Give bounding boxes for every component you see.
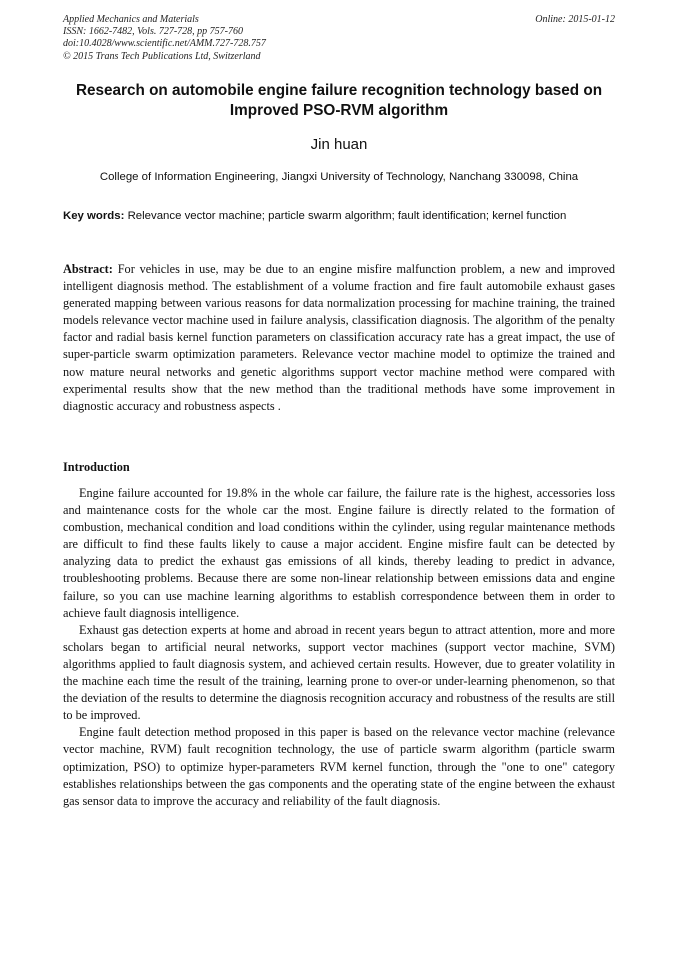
intro-paragraph: Engine failure accounted for 19.8% in the whole car failure, the failure rate is the highest, accessories loss and maintenance costs for the whole car the most. Engine failure is directly related to the formation of combustion, mechanical condition and load conditions within the cylinder, using regular maintenance methods are difficult to find these faults likely to cause a major accident. Engine misfire fault can be detected by analyzing data to predict the exhaust gas emissions of all kinds, thereby leading to predict in advance, troubleshooting problems. Because there are some non-linear relationship between emissions data and engine failure, so you can use machine learning algorithms to establish correspondence between them in order to achieve fault diagnosis intelligence. <box>63 486 615 620</box>
intro-paragraph: Exhaust gas detection experts at home and abroad in recent years begun to attract attention, more and more scholars began to artificial neural networks, support vector machines (support vector machine, SVM) algorithms applied to fault diagnosis system, and achieved certain results. However, due to greater volatility in the machine each time the result of the training, learning prone to over-or under-learning phenomenon, so that the deviation of the results to determine the diagnosis recognition accuracy and robustness of the results are still to be improved. <box>63 622 615 723</box>
keywords-label: Key words: <box>63 210 125 222</box>
author-affiliation: College of Information Engineering, Jiangxi University of Technology, Nanchang 330098, China <box>99 171 579 183</box>
online-date: Online: 2015-01-12 <box>535 14 615 25</box>
journal-issn: ISSN: 1662-7482, Vols. 727-728, pp 757-760 <box>63 26 243 38</box>
journal-copyright: © 2015 Trans Tech Publications Ltd, Switzerland <box>63 50 261 62</box>
journal-doi: doi:10.4028/www.scientific.net/AMM.727-728.757 <box>63 38 266 50</box>
section-heading-introduction: Introduction <box>63 460 130 474</box>
introduction-body <box>63 485 615 810</box>
abstract-block <box>63 261 615 415</box>
paper-author: Jin huan <box>310 136 368 153</box>
paper-title: Research on automobile engine failure recognition technology based on Improved PSO-RVM algorithm <box>75 82 603 119</box>
abstract-label: Abstract: <box>63 262 113 276</box>
keywords-block <box>63 208 615 225</box>
journal-header <box>63 14 266 63</box>
journal-name: Applied Mechanics and Materials <box>63 14 199 25</box>
keywords-text: Relevance vector machine; particle swarm algorithm; fault identification; kernel function <box>127 210 567 222</box>
abstract-text: For vehicles in use, may be due to an engine misfire malfunction problem, a new and improved intelligent diagnosis method. The establishment of a volume fraction and fire fault automobile exhaust gases generated mapping between various reasons for data normalization processing for machine training, the trained models relevance vector machine used in failure analysis, classification diagnosis. The algorithm of the penalty factor and radial basis kernel function parameters on classification accuracy rate has a great impact, the use of super-particle swarm optimization parameters. Relevance vector machine model to optimize the trained and now mature neural networks and genetic algorithms support vector machine method were compared with experimental results show that the new method than the traditional methods have some improvement in diagnostic accuracy and robustness aspects . <box>63 262 616 413</box>
intro-paragraph: Engine fault detection method proposed in this paper is based on the relevance vector machine (relevance vector machine, RVM) fault recognition technology, the use of particle swarm algorithm (particle swarm optimization, PSO) to optimize hyper-parameters RVM kernel function, through the "one to one" category establishes relationships between the gas components and the operating state of the engine between the exhaust gas sensor data to improve the accuracy and reliability of the fault diagnosis. <box>63 725 615 808</box>
